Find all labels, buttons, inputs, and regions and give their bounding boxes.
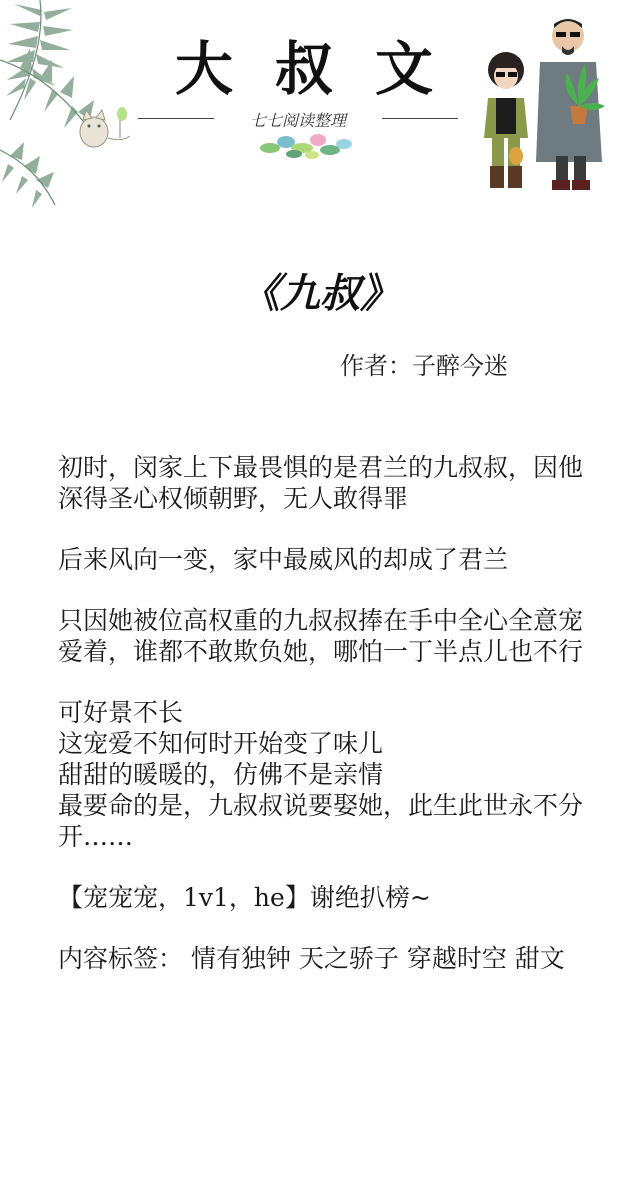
paragraph: 只因她被位高权重的九叔叔捧在手中全心全意宠爱着，谁都不敢欺负她，哪怕一丁半点儿也不行 <box>58 606 584 666</box>
book-title: 《九叔》 <box>240 271 400 317</box>
header-banner <box>0 0 640 210</box>
subtitle-row <box>138 108 458 130</box>
header-subtitle: 七七阅读整理 <box>249 111 346 130</box>
paragraph: 内容标签： 情有独钟 天之骄子 穿越时空 甜文 <box>58 944 565 973</box>
couple-illustration-icon <box>470 6 610 202</box>
divider-left <box>138 118 214 119</box>
flower-cluster-icon <box>258 128 354 162</box>
header-title: 大叔文 <box>174 35 475 103</box>
synopsis <box>58 452 598 1004</box>
cat-icon <box>74 98 134 152</box>
divider-right <box>382 118 458 119</box>
paragraph: 后来风向一变，家中最威风的却成了君兰 <box>58 545 509 574</box>
book-author: 作者：子醉今迷 <box>340 352 508 380</box>
paragraph: 初时，闵家上下最畏惧的是君兰的九叔叔，因他深得圣心权倾朝野，无人敢得罪 <box>58 453 584 513</box>
paragraph: 【宠宠宠，1v1，he】谢绝扒榜~ <box>58 883 431 912</box>
paragraph: 可好景不长 这宠爱不知何时开始变了味儿 甜甜的暖暖的，仿佛不是亲情 最要命的是，九叔叔说要娶她，此生此世永不分开…… <box>58 698 584 851</box>
